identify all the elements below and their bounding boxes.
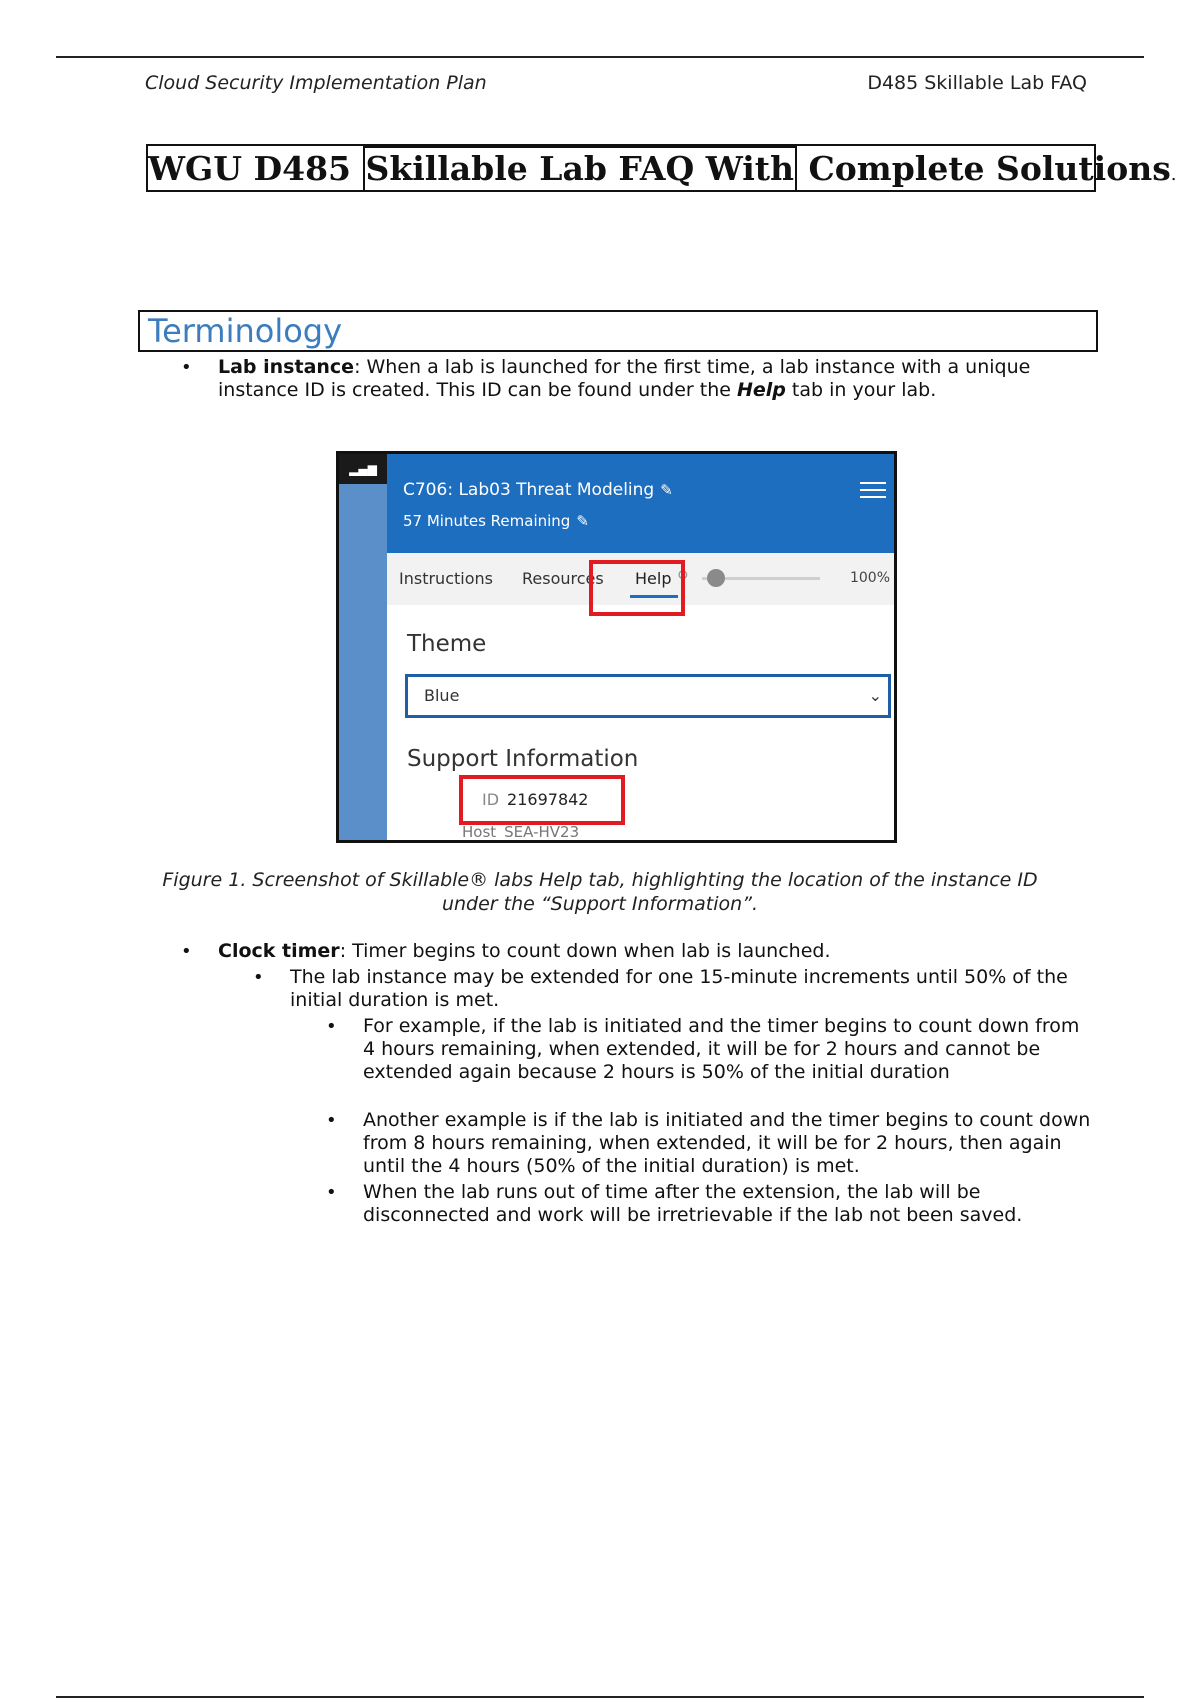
tab-instructions[interactable]: Instructions (399, 569, 493, 588)
title-part-1: WGU D485 (148, 149, 363, 188)
bullet-dot: • (181, 941, 192, 962)
example-1-text: For example, if the lab is initiated and the timer begins to count down from 4 hours remaining, when extended, it will be for 2 hours and cannot be extended again because 2 hours is 50% of the initial duration (363, 1015, 1080, 1083)
search-icon[interactable]: ⚲ (677, 567, 689, 586)
pencil-icon[interactable]: ✎ (576, 512, 589, 530)
header-rule (56, 56, 1144, 58)
host-value: SEA-HV23 (504, 823, 580, 841)
signal-icon: ▂▄▆ (339, 454, 387, 484)
lab-instance-text-end: tab in your lab. (785, 379, 937, 401)
example-2-text: Another example is if the lab is initiated and the timer begins to count down from 8 hours remaining, when extended, it will be for 2 hours, then again until the 4 hours (50% of the initial duration) is met. (363, 1109, 1091, 1177)
instance-id-value: 21697842 (507, 790, 589, 809)
bullet-lab-instance (181, 356, 1098, 402)
header-right: D485 Skillable Lab FAQ (867, 72, 1087, 94)
id-label: ID (482, 790, 500, 809)
tab-help[interactable]: Help (635, 569, 672, 588)
host-row (462, 823, 579, 841)
lab-title (403, 480, 673, 500)
document-title (146, 144, 1177, 192)
bullet-dot: • (326, 1110, 337, 1131)
bullet-example-1 (326, 1015, 1093, 1084)
bullet-example-3 (326, 1181, 1093, 1227)
pencil-icon[interactable]: ✎ (660, 481, 673, 499)
example-3-text: When the lab runs out of time after the extension, the lab will be disconnected and work will be irretrievable if the lab not been saved. (363, 1181, 1023, 1226)
figure-screenshot (336, 451, 897, 843)
lab-instance-text: : When a lab is launched for the first time, a lab instance with a unique instance ID is created. This ID can be found under the (218, 356, 1031, 401)
bullet-extend (253, 966, 1090, 1012)
bullet-example-2 (326, 1109, 1093, 1178)
lab-topbar (387, 454, 894, 553)
hamburger-menu-icon[interactable] (860, 482, 886, 503)
help-tab-highlight (589, 560, 685, 616)
title-part-3: Complete Solutions (797, 149, 1171, 188)
bullet-dot: • (253, 967, 264, 988)
clock-timer-text: : Timer begins to count down when lab is launched. (339, 940, 831, 962)
theme-select[interactable] (405, 674, 891, 718)
bullet-dot: • (326, 1016, 337, 1037)
bullet-clock-timer (181, 940, 1098, 963)
header-left: Cloud Security Implementation Plan (145, 72, 487, 94)
footer-rule (56, 1696, 1144, 1698)
chevron-down-icon: ⌄ (868, 686, 882, 705)
title-part-2: Skillable Lab FAQ With (363, 146, 798, 192)
help-emphasis: Help (736, 379, 786, 401)
figure-caption: Figure 1. Screenshot of Skillable® labs Help tab, highlighting the location of the instance ID under the “Support Information”. (162, 869, 1038, 915)
bullet-dot: • (326, 1182, 337, 1203)
instance-id-row (482, 790, 588, 809)
lab-time-remaining (403, 512, 589, 530)
title-period: . (1170, 164, 1177, 185)
theme-label: Theme (407, 631, 487, 657)
lab-title-text: C706: Lab03 Threat Modeling (403, 480, 655, 500)
term-lab-instance: Lab instance (218, 356, 355, 378)
zoom-slider-handle[interactable] (707, 569, 725, 587)
section-heading-terminology: Terminology (138, 310, 1098, 352)
app-sidebar (339, 454, 387, 840)
zoom-level: 100% (849, 570, 890, 586)
term-clock-timer: Clock timer (218, 940, 340, 962)
bullet-dot: • (181, 357, 192, 378)
time-remaining-text: 57 Minutes Remaining (403, 512, 571, 530)
support-information-label: Support Information (407, 746, 639, 772)
extend-text: The lab instance may be extended for one 15-minute increments until 50% of the initial duration is met. (290, 966, 1068, 1011)
tab-resources[interactable]: Resources (522, 569, 604, 588)
host-label: Host (462, 823, 497, 841)
theme-select-value: Blue (424, 686, 460, 705)
